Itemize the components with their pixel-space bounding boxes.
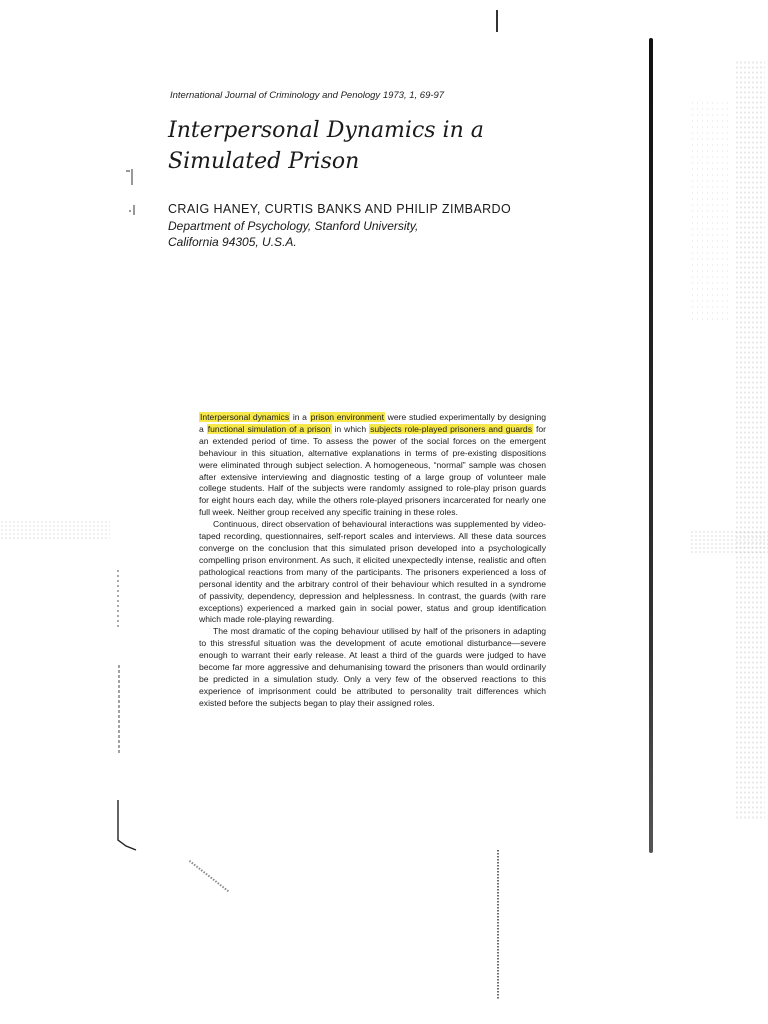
journal-citation: International Journal of Criminology and Penology 1973, 1, 69-97 xyxy=(170,90,445,101)
abstract xyxy=(199,412,546,710)
scan-artifact-top-mark xyxy=(496,10,498,32)
abstract-text: for an extended period of time. To assess the power of the social forces on the emergent behaviour in this situation, alternative explanations in terms of pre-existing dispositions were eliminated through subject selection. A homogeneous, “normal” sample was chosen after extensive interviewing and diagnostic testing of a large group of volunteer male college students. Half of the subjects were randomly assigned to role-play prison guards for eight hours each day, while the others role-played prisoners incarcerated for nearly one full week. Neither group received any specific training in these roles. xyxy=(199,423,547,518)
affiliation-line-2: California 94305, U.S.A. xyxy=(168,235,297,249)
highlight: Interpersonal dynamics xyxy=(200,412,290,422)
paper-title xyxy=(168,115,484,177)
scan-artifact-mid-speckle xyxy=(690,530,768,554)
scan-artifact-left-marks xyxy=(114,570,144,860)
scan-artifact-right-speckle xyxy=(735,60,765,820)
author-list: CRAIG HANEY, CURTIS BANKS AND PHILIP ZIMBARDO xyxy=(168,202,512,216)
affiliation-line-1: Department of Psychology, Stanford University, xyxy=(168,219,419,233)
scan-artifact-binding-line xyxy=(649,38,653,853)
abstract-paragraph-2: Continuous, direct observation of behavioural interactions was supplemented by video-taped recording, questionnaires, self-report scales and interviews. All these data sources converge on the conclusion that this simulated prison developed into a psychologically compelling prison environment. As such, it elicited unexpectedly intense, realistic and often pathological reactions from many of the participants. The prisoners experienced a loss of personal identity and the arbitrary control of their behaviour which resulted in a syndrome of passivity, dependency, depression and helplessness. In contrast, the guards (with rare exceptions) experienced a marked gain in social power, status and group identification which made role-playing rewarding. xyxy=(199,519,546,625)
highlight: prison environment xyxy=(310,412,384,422)
highlight: functional simulation of a prison xyxy=(207,423,331,434)
abstract-text: in a xyxy=(290,412,310,422)
scan-artifact-bottom-line xyxy=(497,850,499,1000)
affiliation xyxy=(168,218,418,250)
scan-artifact-diagonal xyxy=(189,860,230,892)
title-line-1: Interpersonal Dynamics in a xyxy=(168,118,484,143)
abstract-text: were studied experimentally by designing a xyxy=(199,412,546,434)
highlight: subjects role-played prisoners and guards xyxy=(370,423,532,434)
scan-artifact-margin-ticks xyxy=(122,165,138,225)
scan-artifact-right-speckle-upper xyxy=(690,100,730,320)
abstract-paragraph-3: The most dramatic of the coping behaviour utilised by half of the prisoners in adapting to this stressful situation was the development of acute emotional disturbance—severe enough to warrant their early release. At least a third of the guards were judged to have become far more aggressive and dehumanising toward the prisoners than would ordinarily be predicted in a simulation study. Only a very few of the observed reactions to this experience of imprisonment could be attributed to personality trait differences which existed before the subjects began to play their assigned roles. xyxy=(199,626,546,708)
scan-artifact-left-speckle xyxy=(0,520,110,540)
title-line-2: Simulated Prison xyxy=(168,149,360,174)
abstract-text: in which xyxy=(331,423,370,434)
abstract-paragraph-1 xyxy=(199,412,546,519)
